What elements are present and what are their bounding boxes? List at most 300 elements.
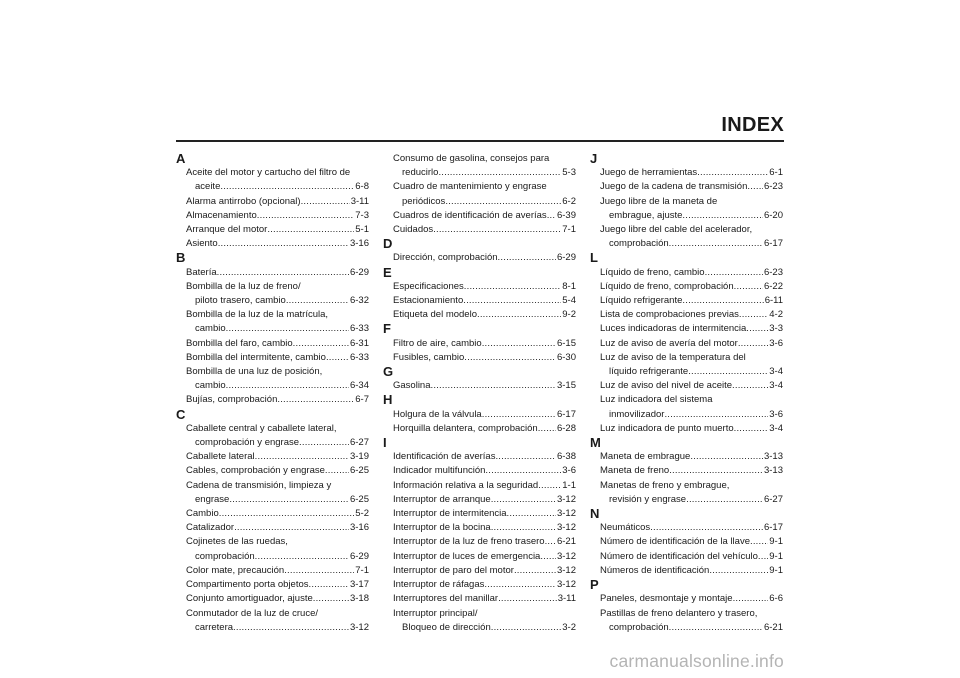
index-entry: [383, 607, 576, 621]
dot-leader: [255, 450, 349, 464]
entry-text: Cables, comprobación y engrase: [186, 465, 325, 477]
entry-text: Compartimento porta objetos: [186, 579, 309, 591]
page-number: 3-12: [556, 579, 576, 591]
entry-text: aceite: [195, 181, 221, 193]
page-number: 3-16: [349, 238, 369, 250]
page-number: 3-12: [556, 522, 576, 534]
index-entry-continuation: [383, 621, 576, 635]
entry-text: Líquido de freno, comprobación: [600, 280, 734, 292]
dot-leader: [267, 223, 354, 237]
entry-text: Estacionamiento: [393, 295, 464, 307]
entry-text: Filtro de aire, cambio: [393, 337, 482, 349]
dot-leader: [218, 237, 349, 251]
page-number: 4-2: [769, 309, 783, 321]
index-entry: [590, 564, 783, 578]
index-entry: [383, 450, 576, 464]
entry-text: Caballete lateral: [186, 451, 255, 463]
entry-text: Paneles, desmontaje y montaje: [600, 593, 733, 605]
page-number: 6-31: [349, 337, 369, 349]
dot-leader: [709, 564, 768, 578]
index-entry: [176, 166, 369, 180]
index-entry: [590, 166, 783, 180]
dot-leader: [226, 322, 349, 336]
page-number: 6-1: [769, 167, 783, 179]
entry-text: Número de identificación de la llave: [600, 536, 750, 548]
dot-leader: [226, 379, 349, 393]
section-letter: I: [383, 435, 387, 451]
entry-text: Bloqueo de dirección: [402, 621, 491, 633]
index-entry: [383, 209, 576, 223]
entry-text: Cambio: [186, 508, 219, 520]
index-entry: [590, 223, 783, 237]
entry-text: Manetas de freno y embrague,: [600, 479, 730, 491]
page-number: 6-29: [556, 252, 576, 264]
index-entry-continuation: [590, 408, 783, 422]
page-number: 6-25: [349, 465, 369, 477]
page-number: 6-32: [349, 295, 369, 307]
dot-leader: [705, 266, 763, 280]
index-entry: [590, 322, 783, 336]
page-number: 6-34: [349, 380, 369, 392]
entry-text: Maneta de embrague: [600, 451, 691, 463]
index-entry-continuation: [176, 379, 369, 393]
page-number: 5-2: [355, 508, 369, 520]
index-entry: [383, 464, 576, 478]
page-number: 6-33: [349, 323, 369, 335]
entry-text: Interruptor de ráfagas: [393, 579, 485, 591]
index-column-3: [590, 152, 783, 635]
dot-leader: [682, 209, 763, 223]
index-entry: [590, 266, 783, 280]
dot-leader: [669, 237, 763, 251]
index-entry: [176, 607, 369, 621]
dot-leader: [299, 436, 349, 450]
index-entry: [590, 195, 783, 209]
entry-text: Interruptor principal/: [393, 607, 478, 619]
page-number: 3-4: [769, 422, 783, 434]
entry-text: Número de identificación del vehículo: [600, 550, 758, 562]
entry-text: engrase: [195, 493, 230, 505]
dot-leader: [538, 479, 561, 493]
page-number: 3-12: [556, 493, 576, 505]
entry-text: Luz de aviso de la temperatura del: [600, 351, 746, 363]
entry-text: periódicos: [402, 195, 446, 207]
entry-text: Cuadro de mantenimiento y engrase: [393, 181, 547, 193]
entry-text: Números de identificación: [600, 564, 710, 576]
page-number: 9-1: [769, 536, 783, 548]
dot-leader: [498, 251, 556, 265]
entry-text: Bombilla del faro, cambio: [186, 337, 293, 349]
entry-text: Juego de herramientas: [600, 167, 698, 179]
entry-text: Maneta de freno: [600, 465, 670, 477]
page-number: 6-27: [349, 437, 369, 449]
index-entry: [590, 337, 783, 351]
dot-leader: [545, 535, 556, 549]
page-number: 3-6: [769, 337, 783, 349]
entry-text: Líquido de freno, cambio: [600, 266, 705, 278]
dot-leader: [438, 166, 561, 180]
index-entry: [590, 351, 783, 365]
entry-text: revisión y engrase: [609, 493, 687, 505]
index-entry: [383, 294, 576, 308]
page-number: 5-4: [562, 295, 576, 307]
entry-text: reducirlo: [402, 167, 439, 179]
index-entry: [176, 592, 369, 606]
entry-text: Interruptor de la luz de freno trasero: [393, 536, 545, 548]
page-number: 3-19: [349, 451, 369, 463]
watermark[interactable]: carmanualsonline.info: [609, 651, 784, 671]
page-title: INDEX: [721, 114, 784, 136]
entry-text: Información relativa a la seguridad: [393, 479, 539, 491]
entry-text: piloto trasero, cambio: [195, 295, 286, 307]
page-number: 3-12: [556, 508, 576, 520]
dot-leader: [758, 550, 768, 564]
page-number: 7-1: [355, 564, 369, 576]
index-entry: [383, 379, 576, 393]
dot-leader: [463, 294, 561, 308]
index-entry: [383, 479, 576, 493]
page-number: 6-2: [562, 195, 576, 207]
index-entry-continuation: [383, 195, 576, 209]
index-entry: [176, 351, 369, 365]
dot-leader: [686, 493, 763, 507]
dot-leader: [482, 408, 556, 422]
index-entry: [383, 408, 576, 422]
dot-leader: [538, 422, 556, 436]
entry-text: Color mate, precaución: [186, 564, 285, 576]
index-entry: [590, 379, 783, 393]
page-number: 6-6: [769, 593, 783, 605]
index-entry: [590, 607, 783, 621]
page-number: 5-1: [355, 224, 369, 236]
entry-text: Luz de aviso de avería del motor: [600, 337, 738, 349]
dot-leader: [477, 308, 561, 322]
entry-text: Indicador multifunción: [393, 465, 486, 477]
entry-text: Catalizador: [186, 522, 235, 534]
dot-leader: [326, 351, 349, 365]
dot-leader: [650, 521, 763, 535]
entry-text: Bombilla de una luz de posición,: [186, 366, 323, 378]
index-entry: [176, 507, 369, 521]
page-number: 3-11: [350, 195, 369, 207]
page-number: 3-6: [562, 465, 576, 477]
page-number: 3-4: [769, 380, 783, 392]
index-entry: [383, 422, 576, 436]
page-number: 6-17: [763, 522, 783, 534]
index-entry: [176, 237, 369, 251]
entry-text: comprobación: [609, 621, 669, 633]
index-entry-continuation: [590, 493, 783, 507]
dot-leader: [733, 592, 769, 606]
entry-text: comprobación: [195, 550, 255, 562]
entry-text: Luz indicadora del sistema: [600, 394, 713, 406]
page-number: 6-27: [763, 493, 783, 505]
index-entry: [590, 180, 783, 194]
index-entry: [383, 550, 576, 564]
index-entry: [176, 479, 369, 493]
entry-text: Holgura de la válvula: [393, 408, 482, 420]
index-entry-continuation: [176, 322, 369, 336]
section-letter: B: [176, 250, 186, 266]
index-entry: [590, 592, 783, 606]
header-rule: [176, 140, 784, 142]
section-letter: F: [383, 321, 391, 337]
dot-leader: [277, 393, 354, 407]
index-entry: [383, 521, 576, 535]
page-number: 3-13: [763, 465, 783, 477]
entry-text: Fusibles, cambio: [393, 351, 465, 363]
page-number: 6-30: [556, 351, 576, 363]
page-number: 3-15: [556, 380, 576, 392]
entry-text: Horquilla delantera, comprobación: [393, 422, 538, 434]
page-number: 6-22: [763, 280, 783, 292]
entry-text: Gasolina: [393, 380, 431, 392]
section-letter: G: [383, 364, 394, 380]
index-entry: [383, 493, 576, 507]
entry-text: Arranque del motor: [186, 224, 268, 236]
dot-leader: [234, 521, 349, 535]
page-number: 6-11: [764, 295, 783, 307]
index-entry: [383, 507, 576, 521]
dot-leader: [498, 592, 557, 606]
dot-leader: [313, 592, 349, 606]
dot-leader: [233, 621, 349, 635]
page-number: 9-1: [769, 550, 783, 562]
page-number: 6-17: [763, 238, 783, 250]
entry-text: Bombilla del intermitente, cambio: [186, 351, 326, 363]
dot-leader: [431, 379, 556, 393]
index-column-1: [176, 152, 369, 635]
page-number: 6-21: [763, 621, 783, 633]
dot-leader: [697, 166, 768, 180]
index-entry: [383, 564, 576, 578]
dot-leader: [309, 578, 349, 592]
index-entry-continuation: [590, 237, 783, 251]
page-number: 3-16: [349, 522, 369, 534]
dot-leader: [682, 294, 763, 308]
entry-text: Cojinetes de las ruedas,: [186, 536, 288, 548]
index-entry-continuation: [590, 621, 783, 635]
index-entry: [590, 479, 783, 493]
dot-leader: [669, 464, 763, 478]
index-entry: [176, 535, 369, 549]
index-entry-continuation: [176, 294, 369, 308]
index-entry-continuation: [176, 493, 369, 507]
index-column-2: [383, 152, 576, 635]
page-number: 7-3: [355, 209, 369, 221]
page-number: 6-25: [349, 493, 369, 505]
page-number: 3-17: [349, 579, 369, 591]
page-number: 3-11: [557, 593, 576, 605]
dot-leader: [445, 195, 561, 209]
section-letter: A: [176, 151, 186, 166]
index-entry: [383, 223, 576, 237]
index-entry: [590, 280, 783, 294]
entry-text: Cuidados: [393, 224, 434, 236]
index-entry: [383, 351, 576, 365]
index-entry-continuation: [176, 436, 369, 450]
page-number: 3-13: [763, 451, 783, 463]
entry-text: comprobación y engrase: [195, 437, 300, 449]
dot-leader: [220, 180, 354, 194]
section-letter: D: [383, 236, 393, 252]
entry-text: Asiento: [186, 238, 218, 250]
entry-text: Lista de comprobaciones previas: [600, 309, 739, 321]
entry-text: Luces indicadoras de intermitencia: [600, 323, 747, 335]
index-entry: [383, 308, 576, 322]
page-number: 6-17: [556, 408, 576, 420]
entry-text: Juego de la cadena de transmisión: [600, 181, 748, 193]
page-number: 3-12: [556, 564, 576, 576]
entry-text: Pastillas de freno delantero y trasero,: [600, 607, 758, 619]
dot-leader: [293, 337, 349, 351]
page-number: 6-8: [355, 181, 369, 193]
dot-leader: [464, 351, 556, 365]
page-number: 7-1: [562, 224, 576, 236]
page-number: 6-29: [349, 266, 369, 278]
entry-text: Bombilla de la luz de la matrícula,: [186, 309, 329, 321]
dot-leader: [325, 464, 349, 478]
entry-text: Interruptor de arranque: [393, 493, 491, 505]
dot-leader: [491, 621, 562, 635]
entry-text: Cadena de transmisión, limpieza y: [186, 479, 332, 491]
dot-leader: [664, 408, 768, 422]
entry-text: Almacenamiento: [186, 209, 257, 221]
index-entry: [176, 223, 369, 237]
index-entry: [383, 535, 576, 549]
entry-text: Dirección, comprobación: [393, 252, 498, 264]
page-number: 6-7: [355, 394, 369, 406]
dot-leader: [734, 280, 763, 294]
page-number: 3-12: [349, 621, 369, 633]
page-number: 3-12: [556, 550, 576, 562]
index-entry: [383, 280, 576, 294]
entry-text: Consumo de gasolina, consejos para: [393, 153, 550, 164]
dot-leader: [284, 564, 354, 578]
page-number: 9-1: [769, 564, 783, 576]
section-letter: E: [383, 264, 392, 280]
entry-text: Bombilla de la luz de freno/: [186, 280, 301, 292]
section-letter: M: [590, 435, 601, 451]
dot-leader: [747, 180, 763, 194]
entry-text: comprobación: [609, 238, 669, 250]
entry-text: Bujías, comprobación: [186, 394, 278, 406]
index-entry: [590, 464, 783, 478]
index-entry: [176, 209, 369, 223]
entry-text: Conmutador de la luz de cruce/: [186, 607, 319, 619]
index-entry: [590, 535, 783, 549]
page-number: 3-4: [769, 366, 783, 378]
index-entry-continuation: [176, 180, 369, 194]
index-entry: [176, 521, 369, 535]
page-number: 3-6: [769, 408, 783, 420]
entry-text: cambio: [195, 323, 226, 335]
entry-text: Líquido refrigerante: [600, 295, 683, 307]
dot-leader: [485, 464, 561, 478]
index-entry: [590, 550, 783, 564]
section-letter: C: [176, 406, 186, 422]
dot-leader: [482, 337, 556, 351]
index-entry: [176, 280, 369, 294]
entry-text: Interruptor de la bocina: [393, 522, 491, 534]
index-entry-continuation: [590, 365, 783, 379]
index-entry: [383, 337, 576, 351]
index-entry: [383, 251, 576, 265]
index-entry: [383, 578, 576, 592]
section-letter: L: [590, 250, 598, 266]
entry-text: líquido refrigerante: [609, 366, 689, 378]
section-letter: P: [590, 577, 599, 593]
dot-leader: [495, 450, 556, 464]
dot-leader: [433, 223, 561, 237]
page-number: 8-1: [562, 280, 576, 292]
index-entry: [176, 308, 369, 322]
dot-leader: [514, 564, 556, 578]
index-entry: [176, 393, 369, 407]
entry-text: Caballete central y caballete lateral,: [186, 422, 337, 434]
index-entry: [176, 266, 369, 280]
index-entry: [176, 464, 369, 478]
page-number: 6-20: [763, 209, 783, 221]
dot-leader: [507, 507, 556, 521]
dot-leader: [491, 493, 556, 507]
page-number: 6-38: [556, 451, 576, 463]
dot-leader: [255, 550, 349, 564]
dot-leader: [750, 535, 768, 549]
index-entry: [383, 152, 576, 166]
index-entry: [176, 365, 369, 379]
page-number: 6-33: [349, 351, 369, 363]
index-entry: [176, 337, 369, 351]
page-number: 1-1: [562, 479, 576, 491]
entry-text: carretera: [195, 621, 234, 633]
page-number: 3-2: [562, 621, 576, 633]
index-entry-continuation: [590, 209, 783, 223]
page-number: 3-3: [769, 323, 783, 335]
page-number: 3-18: [349, 593, 369, 605]
dot-leader: [491, 521, 556, 535]
entry-text: embrague, ajuste: [609, 209, 683, 221]
index-entry: [176, 422, 369, 436]
index-entry: [176, 450, 369, 464]
entry-text: Neumáticos: [600, 522, 651, 534]
dot-leader: [669, 621, 763, 635]
entry-text: Interruptores del manillar: [393, 593, 499, 605]
index-entry: [176, 195, 369, 209]
page-number: 6-21: [556, 536, 576, 548]
entry-text: Luz indicadora de punto muerto: [600, 422, 734, 434]
entry-text: Interruptor de paro del motor: [393, 564, 514, 576]
index-entry: [383, 180, 576, 194]
section-letter: J: [590, 151, 598, 166]
index-entry-continuation: [176, 550, 369, 564]
entry-text: Luz de aviso del nivel de aceite: [600, 380, 733, 392]
dot-leader: [738, 337, 768, 351]
dot-leader: [219, 507, 355, 521]
index-entry-continuation: [176, 621, 369, 635]
dot-leader: [732, 379, 768, 393]
entry-text: Juego libre del cable del acelerador,: [600, 224, 753, 236]
dot-leader: [734, 422, 769, 436]
index-entry: [176, 564, 369, 578]
index-entry: [176, 578, 369, 592]
entry-text: cambio: [195, 380, 226, 392]
dot-leader: [257, 209, 355, 223]
page-number: 6-29: [349, 550, 369, 562]
dot-leader: [286, 294, 349, 308]
dot-leader: [688, 365, 768, 379]
entry-text: Juego libre de la maneta de: [600, 195, 718, 207]
